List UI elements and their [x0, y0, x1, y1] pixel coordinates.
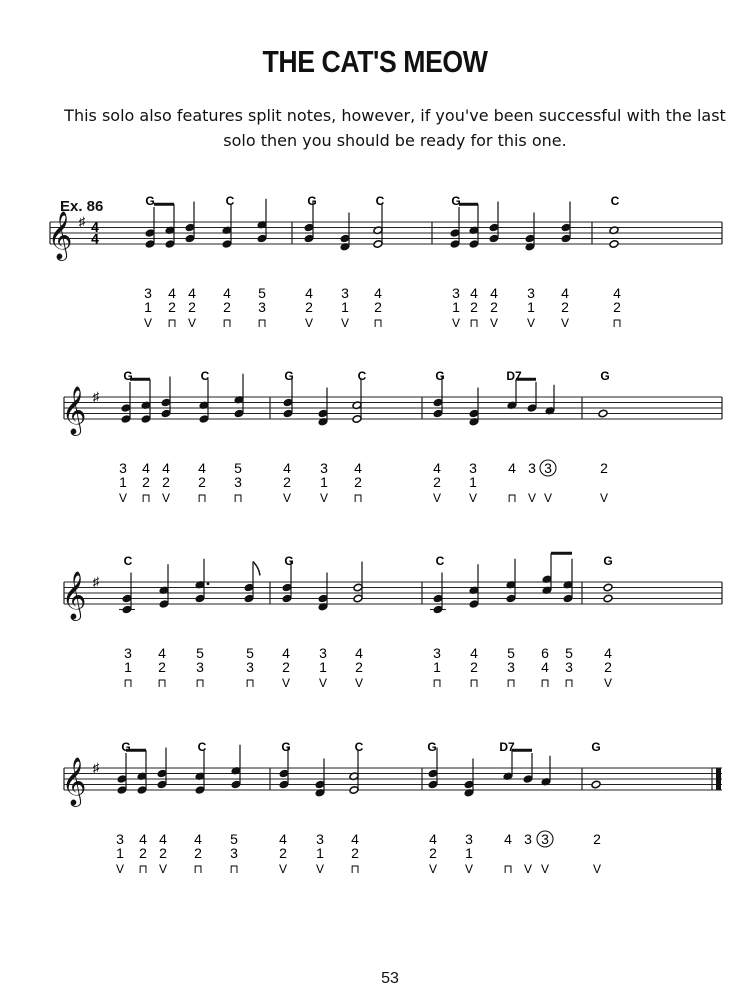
tab-bottom-number: 3	[565, 659, 573, 675]
tab-top-number: 4	[282, 645, 290, 661]
tab-bottom-number: 1	[319, 659, 327, 675]
tab-top-number: 4	[508, 460, 516, 476]
draw-breath-symbol: V	[161, 491, 171, 505]
blow-breath-symbol: ⊓	[432, 676, 442, 690]
tab-bottom-number: 2	[158, 659, 166, 675]
staff-system-3	[62, 553, 722, 621]
page-number: 53	[381, 970, 399, 987]
chord-symbol: G	[145, 194, 155, 208]
tab-top-number: 4	[194, 831, 202, 847]
chord-symbol: G	[121, 740, 131, 754]
blow-breath-symbol: ⊓	[222, 316, 232, 330]
draw-breath-symbol: V	[543, 491, 553, 505]
note-head	[609, 240, 619, 249]
staff-system-1	[48, 194, 722, 261]
note-head	[603, 583, 613, 592]
treble-clef-icon: 𝄞	[61, 386, 87, 433]
tab-top-number: 4	[470, 285, 478, 301]
draw-breath-symbol: V	[315, 862, 325, 876]
tab-top-number: 4	[561, 285, 569, 301]
dot	[207, 582, 210, 585]
draw-breath-symbol: V	[187, 316, 197, 330]
tab-bottom-number: 1	[433, 659, 441, 675]
tab-top-number: 2	[593, 831, 601, 847]
chord-symbol: C	[354, 740, 364, 754]
blow-breath-symbol: ⊓	[229, 862, 239, 876]
tab-bottom-number: 3	[196, 659, 204, 675]
blow-breath-symbol: ⊓	[540, 676, 550, 690]
tab-top-number: 4	[198, 460, 206, 476]
draw-breath-symbol: V	[468, 491, 478, 505]
draw-breath-symbol: V	[158, 862, 168, 876]
staff-system-2	[62, 369, 722, 436]
tab-top-number: 4	[162, 460, 170, 476]
draw-breath-symbol: V	[115, 862, 125, 876]
blow-breath-symbol: ⊓	[257, 316, 267, 330]
draw-breath-symbol: V	[318, 676, 328, 690]
tab-bottom-number: 2	[613, 299, 621, 315]
blow-breath-symbol: ⊓	[612, 316, 622, 330]
blow-breath-symbol: ⊓	[353, 491, 363, 505]
blow-breath-symbol: ⊓	[123, 676, 133, 690]
tab-top-number: 4	[142, 460, 150, 476]
tab-bottom-number: 2	[198, 474, 206, 490]
tab-bottom-number: 1	[119, 474, 127, 490]
chord-symbol: G	[427, 740, 437, 754]
tab-bottom-number: 2	[188, 299, 196, 315]
tab-bottom-number: 2	[139, 845, 147, 861]
tab-top-number: 5	[196, 645, 204, 661]
chord-symbol: G	[603, 554, 613, 568]
chord-symbol: G	[284, 554, 294, 568]
draw-breath-symbol: V	[281, 676, 291, 690]
tab-top-number: 4	[355, 645, 363, 661]
tab-top-number: 3	[465, 831, 473, 847]
tab-top-number: 4	[470, 645, 478, 661]
tab-bottom-number: 1	[116, 845, 124, 861]
draw-breath-symbol: V	[118, 491, 128, 505]
blow-breath-symbol: ⊓	[141, 491, 151, 505]
blow-breath-symbol: ⊓	[564, 676, 574, 690]
chord-symbol: G	[600, 369, 610, 383]
tab-top-number: 4	[283, 460, 291, 476]
tab-bottom-number: 2	[470, 659, 478, 675]
note-head	[598, 409, 608, 418]
draw-breath-symbol: V	[560, 316, 570, 330]
draw-breath-symbol: V	[282, 491, 292, 505]
draw-breath-symbol: V	[354, 676, 364, 690]
tab-top-number: 3	[124, 645, 132, 661]
tab-bottom-number: 4	[541, 659, 549, 675]
blow-breath-symbol: ⊓	[195, 676, 205, 690]
tab-top-number: 5	[507, 645, 515, 661]
tab-top-number: 4	[374, 285, 382, 301]
note-head	[591, 780, 601, 789]
draw-breath-symbol: V	[489, 316, 499, 330]
tab-bottom-number: 2	[305, 299, 313, 315]
blow-breath-symbol: ⊓	[373, 316, 383, 330]
tab-bottom-number: 3	[230, 845, 238, 861]
tab-bottom-number: 1	[527, 299, 535, 315]
tab-bottom-number: 2	[470, 299, 478, 315]
tab-top-number: 4	[305, 285, 313, 301]
tab-bottom-number: 2	[223, 299, 231, 315]
tab-bottom-number: 1	[452, 299, 460, 315]
tab-bottom-number: 2	[490, 299, 498, 315]
treble-clef-icon: 𝄞	[47, 211, 73, 258]
blow-breath-symbol: ⊓	[245, 676, 255, 690]
chord-symbol: G	[307, 194, 317, 208]
tab-top-number: 5	[230, 831, 238, 847]
tab-top-number: 3	[527, 285, 535, 301]
sharp-icon: ♯	[78, 214, 86, 229]
tab-bottom-number: 2	[162, 474, 170, 490]
tab-top-number: 3	[341, 285, 349, 301]
tab-top-number: 3	[316, 831, 324, 847]
chord-symbol: G	[281, 740, 291, 754]
tab-bottom-number: 1	[341, 299, 349, 315]
tab-top-number: 4	[158, 645, 166, 661]
tab-top-number: 4	[613, 285, 621, 301]
blow-breath-symbol: ⊓	[157, 676, 167, 690]
tab-top-number: 4	[188, 285, 196, 301]
tab-bottom-number: 3	[258, 299, 266, 315]
chord-symbol: G	[284, 369, 294, 383]
draw-breath-symbol: V	[278, 862, 288, 876]
tab-bottom-number: 1	[316, 845, 324, 861]
tab-top-number: 4	[604, 645, 612, 661]
tab-top-number: 4	[504, 831, 512, 847]
tab-bottom-number: 3	[246, 659, 254, 675]
draw-breath-symbol: V	[592, 862, 602, 876]
blow-breath-symbol: ⊓	[233, 491, 243, 505]
tab-bottom-number: 2	[429, 845, 437, 861]
page-title: THE CAT'S MEOW	[262, 44, 488, 79]
draw-breath-symbol: V	[432, 491, 442, 505]
draw-breath-symbol: V	[599, 491, 609, 505]
tab-bottom-number: 2	[279, 845, 287, 861]
intro-line-1: This solo also features split notes, however, if you've been successful with the last	[64, 106, 726, 125]
chord-symbol: C	[200, 369, 210, 383]
tab-bottom-number: 2	[142, 474, 150, 490]
blow-breath-symbol: ⊓	[507, 491, 517, 505]
blow-breath-symbol: ⊓	[469, 316, 479, 330]
tab-top-number: 4	[433, 460, 441, 476]
chord-symbol: G	[451, 194, 461, 208]
sharp-icon: ♯	[92, 574, 100, 589]
tab-bottom-number: 2	[351, 845, 359, 861]
tab-top-number: 4	[279, 831, 287, 847]
tab-bottom-number: 2	[168, 299, 176, 315]
tab-top-number: 5	[565, 645, 573, 661]
draw-breath-symbol: V	[451, 316, 461, 330]
draw-breath-symbol: V	[464, 862, 474, 876]
time-signature-top: 4	[91, 219, 99, 235]
chord-symbol: G	[591, 740, 601, 754]
chord-symbol: C	[375, 194, 385, 208]
tab-top-number: 3	[433, 645, 441, 661]
tab-top-number: 3	[319, 645, 327, 661]
sharp-icon: ♯	[92, 389, 100, 404]
tab-top-number: 4	[168, 285, 176, 301]
blow-breath-symbol: ⊓	[506, 676, 516, 690]
tab-bottom-number: 2	[194, 845, 202, 861]
note-head	[603, 594, 613, 603]
chord-symbol: C	[197, 740, 207, 754]
tab-bottom-number: 1	[144, 299, 152, 315]
tab-top-number: 4	[429, 831, 437, 847]
tab-bottom-number: 2	[283, 474, 291, 490]
chord-symbol: C	[610, 194, 620, 208]
tab-top-number: 4	[351, 831, 359, 847]
tab-bottom-number: 1	[469, 474, 477, 490]
tab-bottom-number: 2	[374, 299, 382, 315]
tab-bottom-number: 1	[465, 845, 473, 861]
blow-breath-symbol: ⊓	[167, 316, 177, 330]
tab-bottom-number: 3	[234, 474, 242, 490]
tab-bottom-number: 1	[320, 474, 328, 490]
tab-top-number: 5	[234, 460, 242, 476]
tab-bottom-number: 3	[507, 659, 515, 675]
chord-symbol: C	[225, 194, 235, 208]
chord-symbol: C	[123, 554, 133, 568]
draw-breath-symbol: V	[143, 316, 153, 330]
chord-symbol: D7	[499, 740, 515, 754]
treble-clef-icon: 𝄞	[61, 757, 87, 804]
sharp-icon: ♯	[92, 760, 100, 775]
tab-bottom-number: 2	[355, 659, 363, 675]
staff-system-4	[62, 740, 722, 807]
tab-top-number: 4	[159, 831, 167, 847]
blow-breath-symbol: ⊓	[350, 862, 360, 876]
intro-line-2: solo then you should be ready for this one.	[223, 131, 567, 150]
tab-top-number: 3	[544, 460, 552, 476]
tab-top-number: 3	[524, 831, 532, 847]
tab-top-number: 3	[452, 285, 460, 301]
chord-symbol: G	[123, 369, 133, 383]
tab-top-number: 4	[490, 285, 498, 301]
draw-breath-symbol: V	[319, 491, 329, 505]
draw-breath-symbol: V	[523, 862, 533, 876]
tab-top-number: 3	[528, 460, 536, 476]
tab-bottom-number: 2	[604, 659, 612, 675]
tab-bottom-number: 2	[561, 299, 569, 315]
tab-bottom-number: 1	[124, 659, 132, 675]
draw-breath-symbol: V	[526, 316, 536, 330]
time-signature-bottom: 4	[91, 230, 99, 247]
chord-symbol: D7	[506, 369, 522, 383]
tab-top-number: 3	[469, 460, 477, 476]
tab-top-number: 3	[541, 831, 549, 847]
tab-bottom-number: 2	[282, 659, 290, 675]
tab-top-number: 5	[246, 645, 254, 661]
tab-top-number: 3	[144, 285, 152, 301]
chord-symbol: C	[435, 554, 445, 568]
tab-top-number: 5	[258, 285, 266, 301]
draw-breath-symbol: V	[527, 491, 537, 505]
draw-breath-symbol: V	[340, 316, 350, 330]
blow-breath-symbol: ⊓	[503, 862, 513, 876]
draw-breath-symbol: V	[540, 862, 550, 876]
tab-top-number: 2	[600, 460, 608, 476]
final-barline-thick	[716, 768, 721, 790]
tab-top-number: 4	[223, 285, 231, 301]
tab-bottom-number: 2	[354, 474, 362, 490]
blow-breath-symbol: ⊓	[193, 862, 203, 876]
tab-top-number: 6	[541, 645, 549, 661]
blow-breath-symbol: ⊓	[469, 676, 479, 690]
draw-breath-symbol: V	[428, 862, 438, 876]
draw-breath-symbol: V	[603, 676, 613, 690]
example-label: Ex. 86	[60, 198, 104, 215]
tab-top-number: 4	[139, 831, 147, 847]
tab-top-number: 3	[119, 460, 127, 476]
draw-breath-symbol: V	[304, 316, 314, 330]
tab-top-number: 3	[320, 460, 328, 476]
tab-top-number: 3	[116, 831, 124, 847]
blow-breath-symbol: ⊓	[197, 491, 207, 505]
chord-symbol: C	[357, 369, 367, 383]
tab-bottom-number: 2	[433, 474, 441, 490]
tab-top-number: 4	[354, 460, 362, 476]
treble-clef-icon: 𝄞	[61, 571, 87, 618]
tab-bottom-number: 2	[159, 845, 167, 861]
blow-breath-symbol: ⊓	[138, 862, 148, 876]
chord-symbol: G	[435, 369, 445, 383]
